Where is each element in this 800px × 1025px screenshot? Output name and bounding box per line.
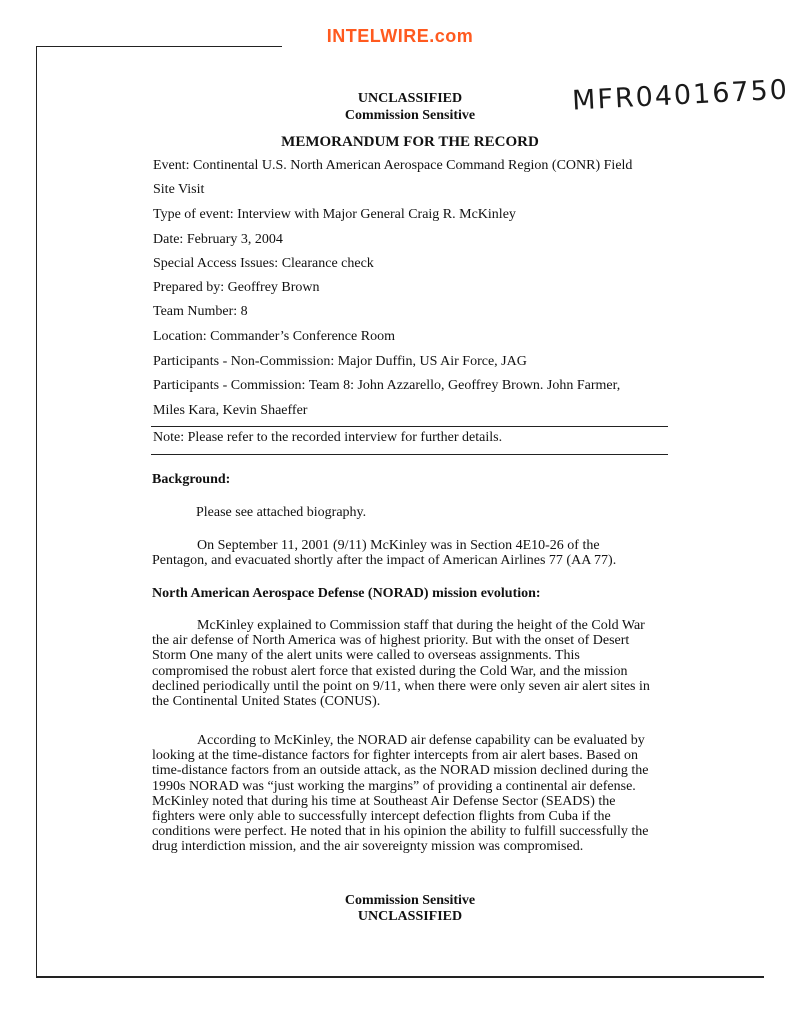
meta-team: Team Number: 8 [153,304,248,319]
paragraph-line: Storm One many of the alert units were called to overseas assignments. This [152,648,580,664]
norad-paragraph-2 [152,733,664,855]
paragraph-line: McKinley noted that during his time at Southeast Air Defense Sector (SEADS) the [152,793,616,809]
paragraph-line: time-distance factors from an outside attack, as the NORAD mission declined during the [152,763,649,779]
paragraph-line: McKinley explained to Commission staff that during the height of the Cold War [197,618,645,633]
norad-paragraph-1 [152,618,664,709]
paragraph-line: On September 11, 2001 (9/11) McKinley was in Section 4E10-26 of the [197,538,600,553]
footer-classification: UNCLASSIFIED [357,909,463,924]
paragraph-line: Pentagon, and evacuated shortly after the impact of American Airlines 77 (AA 77). [152,553,617,569]
paragraph-line: 1990s NORAD was “just working the margins” of providing a continental air defense. [152,778,636,794]
meta-prepared: Prepared by: Geoffrey Brown [153,280,320,295]
meta-participants-commission: Participants - Commission: Team 8: John Azzarello, Geoffrey Brown. John Farmer, [153,378,621,393]
background-heading: Background: [152,472,231,487]
paragraph-line: the Continental United States (CONUS). [152,694,381,710]
meta-date: Date: February 3, 2004 [153,232,283,247]
meta-participants-noncommission: Participants - Non-Commission: Major Duffin, US Air Force, JAG [153,354,527,369]
meta-event-cont: Site Visit [153,182,205,197]
paragraph-line: According to McKinley, the NORAD air defense capability can be evaluated by [197,733,645,748]
norad-heading: North American Aerospace Defense (NORAD) mission evolution: [152,586,541,601]
paragraph-line: conditions were perfect. He noted that in his opinion the ability to fulfill successfully the [152,824,649,840]
paragraph-line: compromised the robust alert force that existed during the Cold War, and the mission [152,663,628,679]
background-paragraph [152,538,664,568]
paragraph-line: the air defense of North America was of highest priority. But with the onset of Desert [152,633,630,649]
note-line: Note: Please refer to the recorded interview for further details. [153,430,503,445]
paragraph-line: declined periodically until the point on 9/11, when there were only seven air alert sites in [152,678,650,694]
memo-title: MEMORANDUM FOR THE RECORD [281,134,539,150]
frame-top-line [36,46,282,47]
meta-participants-cont: Miles Kara, Kevin Shaeffer [153,403,308,418]
meta-access: Special Access Issues: Clearance check [153,256,374,271]
intelwire-watermark: INTELWIRE.com [326,26,474,46]
classification-top: UNCLASSIFIED [357,91,463,106]
handwritten-record-id: MFR04016750 [571,74,790,117]
meta-type: Type of event: Interview with Major General Craig R. McKinley [153,207,516,222]
paragraph-line: fighters were only able to successfully intercept defection flights from Cuba if the [152,809,611,825]
sensitivity-top: Commission Sensitive [344,108,476,123]
note-rule-bottom [151,454,668,455]
meta-event: Event: Continental U.S. North American Aerospace Command Region (CONR) Field [153,158,633,173]
paragraph-line: drug interdiction mission, and the air sovereignty mission was compromised. [152,839,584,855]
frame-bottom-line [36,976,764,978]
bio-line: Please see attached biography. [196,505,367,520]
paragraph-line: looking at the time-distance factors for fighter intercepts from air alert bases. Based on [152,748,638,764]
footer-sensitivity: Commission Sensitive [344,893,476,908]
note-rule-top [151,426,668,427]
meta-location: Location: Commander’s Conference Room [153,329,395,344]
frame-left-line [36,46,37,978]
